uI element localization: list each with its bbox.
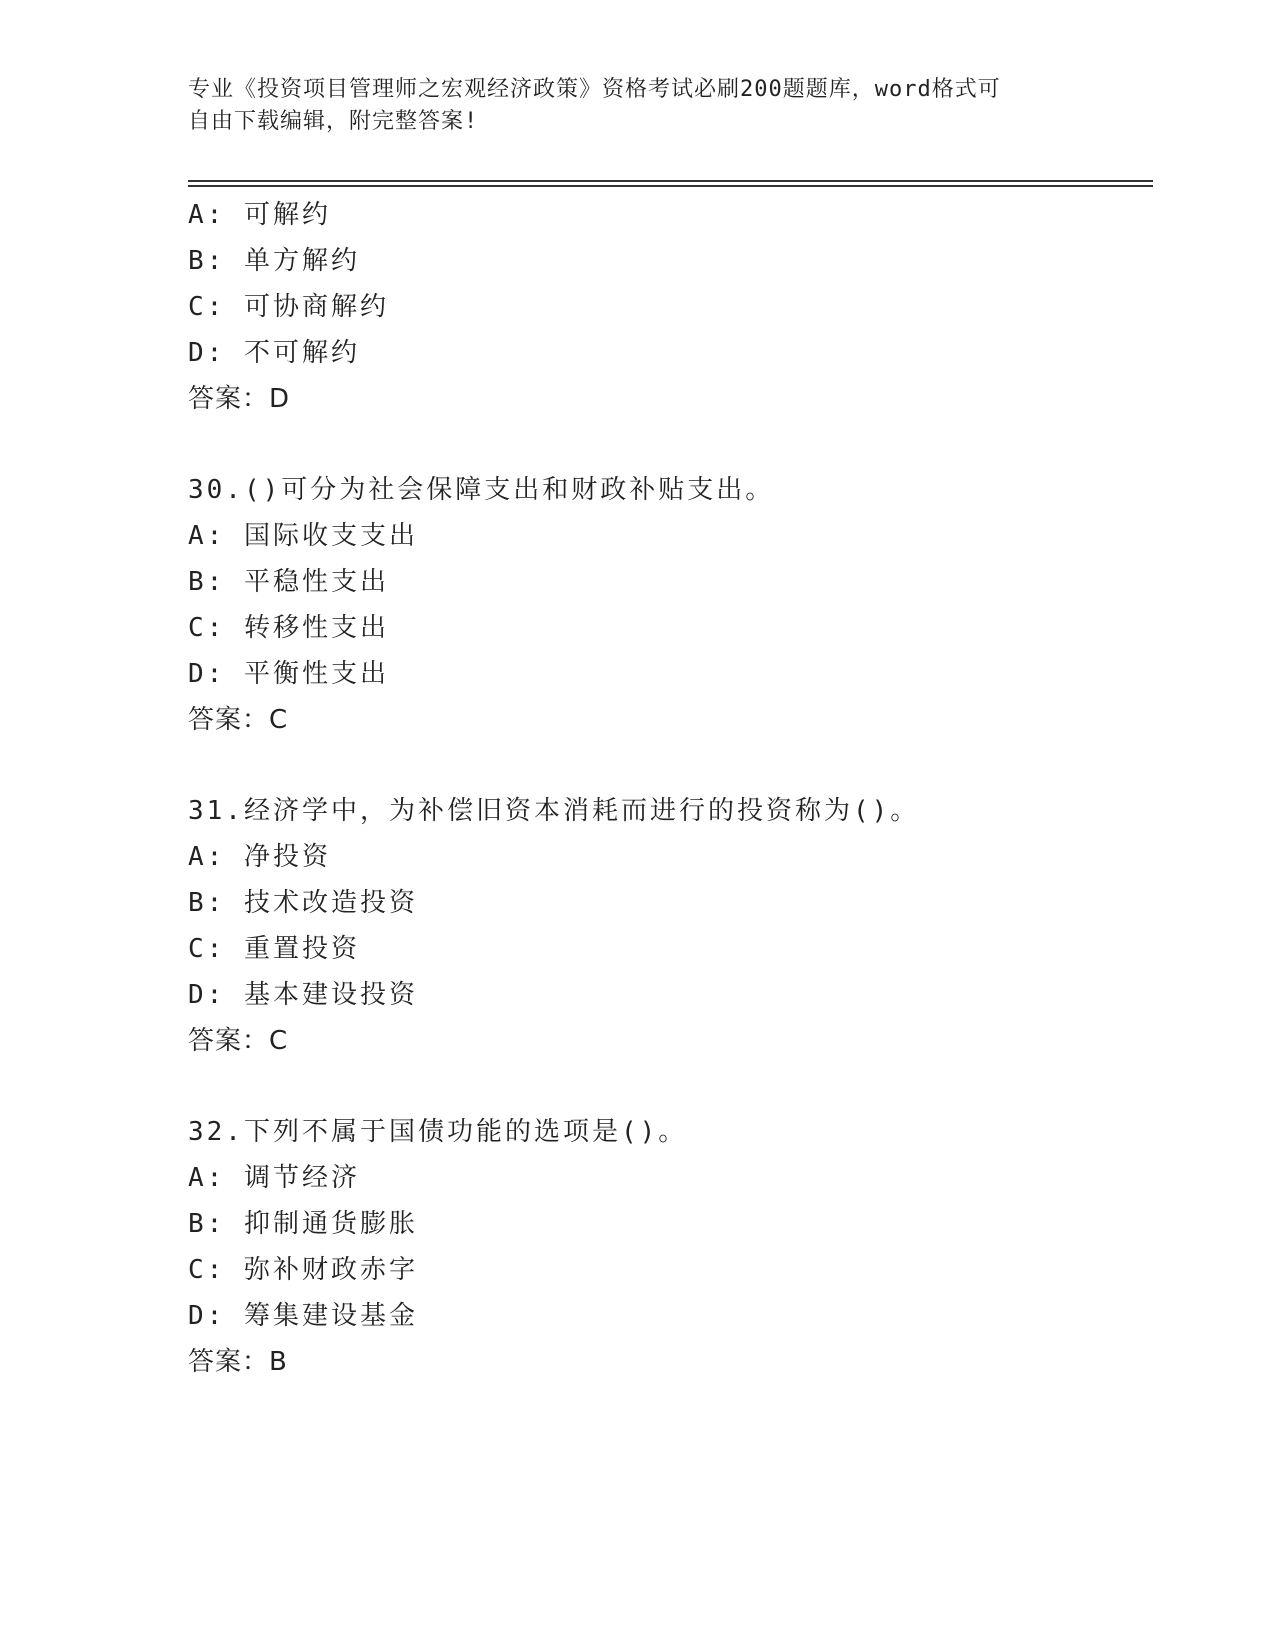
answer-line: 答案：D bbox=[188, 384, 291, 414]
option-d: D: 基本建设投资 bbox=[188, 980, 418, 1010]
question-text: 30.()可分为社会保障支出和财政补贴支出。 bbox=[188, 475, 775, 505]
option-a: A: 国际收支支出 bbox=[188, 521, 418, 551]
option-a: A: 调节经济 bbox=[188, 1163, 360, 1193]
option-c: C: 弥补财政赤字 bbox=[188, 1255, 418, 1285]
header-line-2: 自由下载编辑，附完整答案! bbox=[188, 109, 479, 134]
block-spacer bbox=[188, 743, 1148, 788]
option-b: B: 平稳性支出 bbox=[188, 567, 389, 597]
option-d: D: 平衡性支出 bbox=[188, 659, 389, 689]
option-b: B: 单方解约 bbox=[188, 246, 360, 276]
option-d: D: 筹集建设基金 bbox=[188, 1301, 418, 1331]
option-a: A: 可解约 bbox=[188, 200, 331, 230]
option-c: C: 可协商解约 bbox=[188, 292, 389, 322]
option-b: B: 技术改造投资 bbox=[188, 888, 418, 918]
option-d: D: 不可解约 bbox=[188, 338, 360, 368]
answer-line: 答案：B bbox=[188, 1347, 288, 1377]
question-list bbox=[188, 192, 1148, 1385]
option-c: C: 转移性支出 bbox=[188, 613, 389, 643]
document-header bbox=[188, 74, 1088, 138]
block-spacer bbox=[188, 422, 1148, 467]
answer-line: 答案：C bbox=[188, 1026, 289, 1056]
block-spacer bbox=[188, 1064, 1148, 1109]
answer-line: 答案：C bbox=[188, 705, 289, 735]
question-block bbox=[188, 467, 1148, 743]
option-a: A: 净投资 bbox=[188, 842, 331, 872]
header-divider-bottom bbox=[188, 185, 1153, 187]
question-block bbox=[188, 788, 1148, 1064]
question-block bbox=[188, 192, 1148, 422]
option-b: B: 抑制通货膨胀 bbox=[188, 1209, 418, 1239]
question-text: 32.下列不属于国债功能的选项是()。 bbox=[188, 1117, 688, 1147]
question-block bbox=[188, 1109, 1148, 1385]
header-line-1: 专业《投资项目管理师之宏观经济政策》资格考试必刷200题题库，word格式可 bbox=[188, 77, 1001, 102]
option-c: C: 重置投资 bbox=[188, 934, 360, 964]
header-divider-top bbox=[188, 180, 1153, 182]
question-text: 31.经济学中，为补偿旧资本消耗而进行的投资称为()。 bbox=[188, 796, 920, 826]
